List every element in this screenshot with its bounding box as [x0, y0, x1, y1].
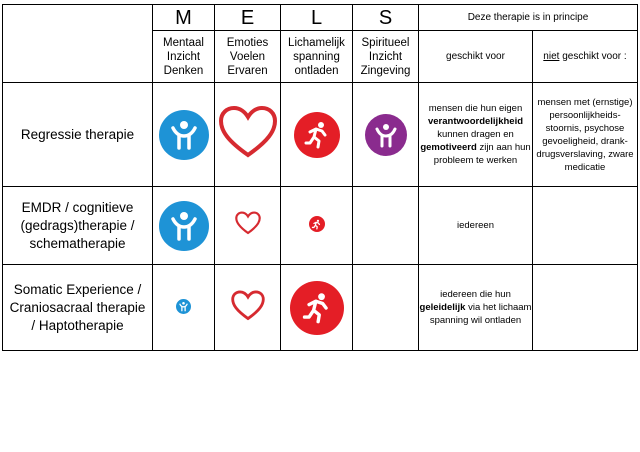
- header-m: M: [153, 5, 215, 31]
- running-person-icon: [309, 216, 325, 232]
- principle-title: Deze therapie is in principe: [419, 5, 638, 31]
- sub-s: Spiritueel Inzicht Zingeving: [353, 31, 419, 83]
- table-row: [3, 265, 638, 351]
- sub-m: Mentaal Inzicht Denken: [153, 31, 215, 83]
- corner-cell: [3, 5, 153, 83]
- spirit-person-icon: [365, 114, 407, 156]
- heart-icon: [235, 211, 261, 235]
- not-suitable-header: niet geschikt voor :: [533, 31, 638, 83]
- mind-person-icon: [159, 201, 209, 251]
- suitable-cell: iedereen die hun geleidelijk via het lichaam spanning wil ontladen: [419, 265, 533, 351]
- empty-cell: [533, 265, 638, 351]
- sub-l: Lichamelijk spanning ontladen: [281, 31, 353, 83]
- running-person-icon: [294, 112, 340, 158]
- heart-icon: [231, 290, 265, 321]
- suitable-cell: iedereen: [419, 187, 533, 265]
- method-name: Somatic Experience / Craniosacraal therapie / Haptotherapie: [3, 265, 153, 351]
- empty-cell: [533, 187, 638, 265]
- sub-e: Emoties Voelen Ervaren: [215, 31, 281, 83]
- mind-person-icon: [176, 299, 191, 314]
- heart-icon: [218, 105, 278, 159]
- mind-person-icon: [159, 110, 209, 160]
- empty-cell: [353, 187, 419, 265]
- not-suitable-cell: mensen met (ernstige) persoonlijkheids-stoornis, psychose gevoeligheid, drank-drugsverslaving, zware medicatie: [533, 83, 638, 187]
- table-row: [3, 187, 638, 265]
- header-l: L: [281, 5, 353, 31]
- header-e: E: [215, 5, 281, 31]
- method-name: Regressie therapie: [3, 83, 153, 187]
- suitable-cell: mensen die hun eigen verantwoordelijkheid kunnen dragen en gemotiveerd zijn aan hun probleem te werken: [419, 83, 533, 187]
- table-row: [3, 83, 638, 187]
- empty-cell: [353, 265, 419, 351]
- method-name: EMDR / cognitieve (gedrags)therapie / schematherapie: [3, 187, 153, 265]
- therapy-table: [2, 4, 638, 351]
- running-person-icon: [290, 281, 344, 335]
- suitable-header: geschikt voor: [419, 31, 533, 83]
- header-s: S: [353, 5, 419, 31]
